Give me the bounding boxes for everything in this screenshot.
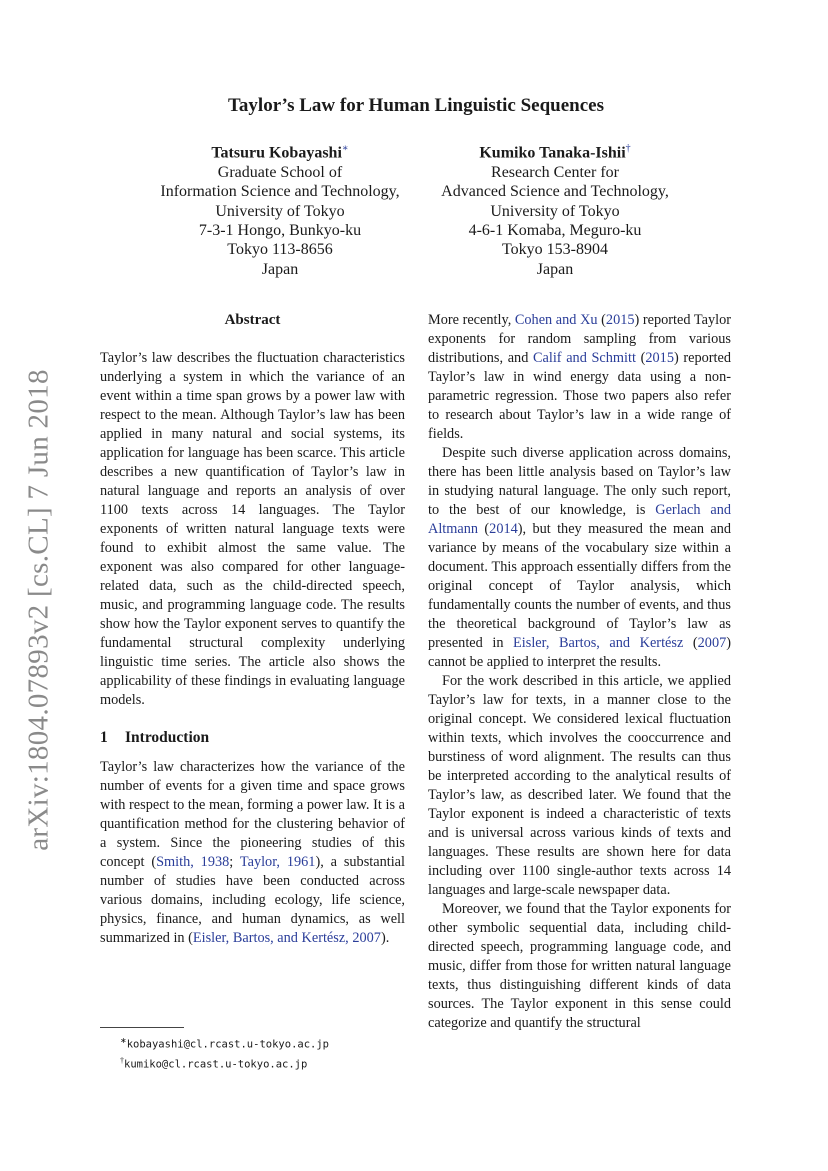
citation-year-link[interactable]: 2007: [697, 635, 727, 651]
citation-year-link[interactable]: 2015: [605, 312, 635, 328]
footnote: †kumiko@cl.rcast.u-tokyo.ac.jp: [120, 1055, 308, 1070]
paragraph: Despite such diverse application across domains, there has been little analysis based on Taylor’s law in studying natural language. The only such report, to the best of our knowledge, is Gerlach and Altmann (2014), but they measured the mean and variance by means of the vocabulary size within a document. This approach essentially differs from the original concept of Taylor analysis, which fundamentally counts the number of events, and thus the theoretical background of Taylor’s law as presented in Eisler, Bartos, and Kertész (2007) cannot be applied to interpret the results.: [428, 445, 731, 670]
author-name: Tatsuru Kobayashi∗: [211, 143, 349, 162]
citation-link[interactable]: Taylor, 1961: [239, 854, 316, 870]
affiliation-line: University of Tokyo: [490, 202, 620, 220]
affiliation-line: Graduate School of: [217, 163, 343, 181]
paragraph: Moreover, we found that the Taylor exponents for other symbolic sequential data, including child-directed speech, programming language code, and music, differ from those for written natural language texts, thus distinguishing different kinds of data sources. The Taylor exponent in this sense could categorize and quantify the structural: [428, 901, 731, 1031]
affiliation-line: Advanced Science and Technology,: [441, 183, 669, 201]
citation-link[interactable]: Cohen and Xu: [514, 312, 598, 328]
affiliation-line: Tokyo 113-8656: [227, 241, 333, 259]
section-title: Introduction: [125, 729, 210, 746]
abstract-heading: Abstract: [224, 312, 281, 328]
author-block-1: [130, 139, 430, 279]
affiliation-line: Tokyo 153-8904: [502, 241, 608, 259]
section-heading: [100, 728, 405, 747]
affiliation-line: University of Tokyo: [215, 202, 345, 220]
abstract-text: Taylor’s law describes the fluctuation characteristics underlying a system in which the variance of an event within a time span grows by a power law with respect to the mean. Although Taylor’s law has been applied in many natural and social systems, its application for language has been scarce. This article describes a new quantification of Taylor’s law in natural language and reports an analysis of over 1100 texts across 14 languages. The Taylor exponents of written natural language texts were found to exhibit almost the same value. The exponent was also compared for other language-related data, such as the child-directed speech, music, and programming language code. The results show how the Taylor exponent serves to quantify the fundamental structural complexity underlying linguistic time series. The article also shows the applicability of these findings in evaluating language models.: [100, 350, 405, 708]
left-column: [100, 311, 405, 948]
citation-link[interactable]: Eisler, Bartos, and Kertész: [513, 635, 684, 651]
right-column: [428, 311, 731, 1033]
email-link[interactable]: kobayashi@cl.rcast.u-tokyo.ac.jp: [126, 1038, 329, 1051]
affiliation-line: 7-3-1 Hongo, Bunkyo-ku: [198, 221, 362, 239]
paragraph: More recently, Cohen and Xu (2015) reported Taylor exponents for random sampling from various distributions, and Calif and Schmitt (2015) reported Taylor’s law in wind energy data using a non-parametric regression. Those two papers also refer to research about Taylor’s law in a wide range of fields.: [428, 312, 731, 442]
affiliation-line: 4-6-1 Komaba, Meguro-ku: [468, 221, 642, 239]
paragraph: For the work described in this article, we applied Taylor’s law for texts, in a manner close to the original concept. We considered lexical fluctuation within texts, which involves the cooccurrence and burstiness of word alignment. The results can thus be interpreted according to the analytical results of Taylor’s law, as described later. We found that the Taylor exponent is indeed a characteristic of texts and is universal across various kinds of texts and languages. These results are shown here for data including over 1100 single-author texts across 14 languages and large-scale newspaper data.: [428, 673, 731, 898]
intro-paragraph-1: Taylor’s law characterizes how the variance of the number of events for a given time and space grows with respect to the mean, forming a power law. It is a quantification method for the clustering behavior of a system. Since the pioneering studies of this concept (Smith, 1938; Taylor, 1961), a substantial number of studies have been conducted across various domains, including ecology, life science, physics, finance, and human dynamics, as well summarized in (Eisler, Bartos, and Kertész, 2007).: [100, 759, 405, 946]
arxiv-identifier: arXiv:1804.07893v2 [cs.CL] 7 Jun 2018: [22, 369, 55, 851]
citation-year-link[interactable]: 2015: [645, 350, 674, 366]
citation-link[interactable]: Smith, 1938: [156, 854, 230, 870]
author-name: Kumiko Tanaka-Ishii†: [479, 143, 631, 162]
paper-title: Taylor’s Law for Human Linguistic Sequences: [228, 95, 604, 116]
footnotes: [100, 1027, 405, 1072]
affiliation-line: Information Science and Technology,: [160, 183, 400, 201]
footnote-rule: [100, 1027, 184, 1028]
footnote: ∗kobayashi@cl.rcast.u-tokyo.ac.jp: [120, 1036, 329, 1051]
citation-link[interactable]: Eisler, Bartos, and Kertész, 2007: [192, 930, 381, 946]
section-number: 1: [100, 729, 108, 746]
arxiv-sidebar: [14, 340, 64, 880]
affiliation-line: Japan: [536, 260, 574, 278]
affiliation-line: Japan: [261, 260, 299, 278]
author-footnote-mark[interactable]: ∗: [341, 143, 349, 154]
author-footnote-mark[interactable]: †: [625, 143, 631, 154]
citation-year-link[interactable]: 2014: [489, 521, 518, 537]
citation-link[interactable]: Gerlach and Altmann: [428, 502, 731, 537]
author-block-2: [405, 139, 705, 279]
affiliation-line: Research Center for: [491, 163, 619, 181]
email-link[interactable]: kumiko@cl.rcast.u-tokyo.ac.jp: [124, 1058, 308, 1070]
citation-link[interactable]: Calif and Schmitt: [532, 350, 636, 366]
